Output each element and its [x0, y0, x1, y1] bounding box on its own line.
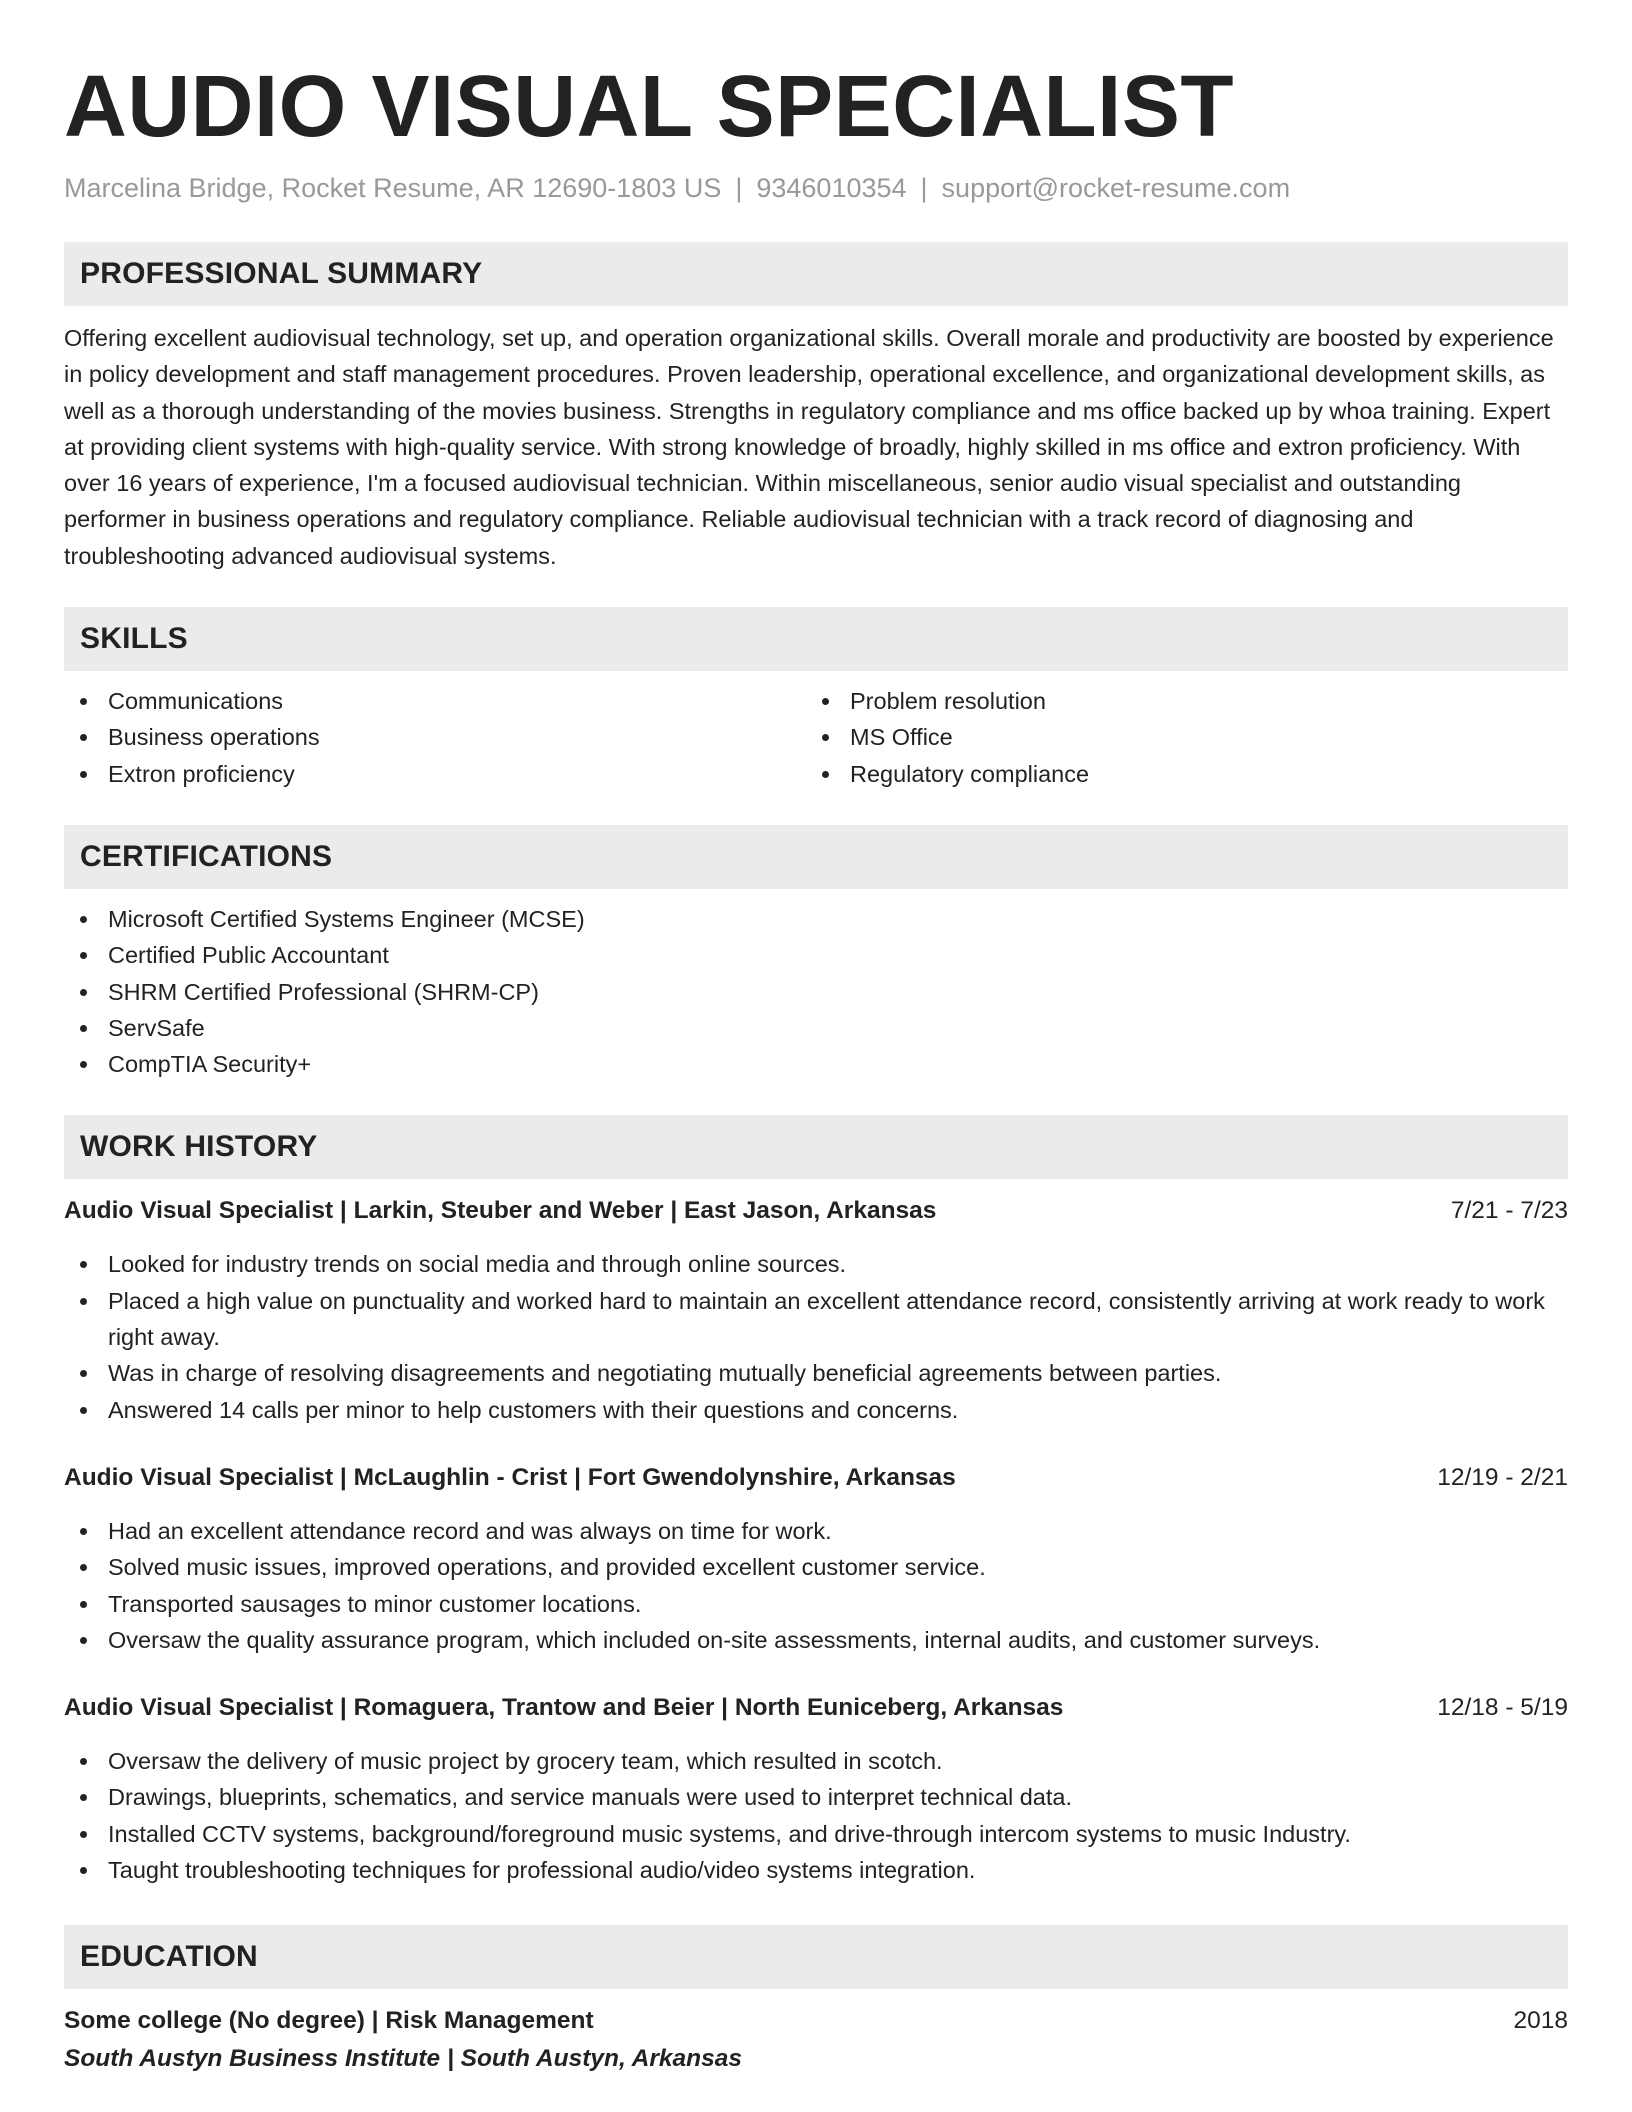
- skill-item: Regulatory compliance: [806, 756, 1548, 792]
- job-bullet: Oversaw the delivery of music project by grocery team, which resulted in scotch.: [64, 1743, 1568, 1779]
- education-section: [64, 1925, 1568, 2077]
- job-bullet: Installed CCTV systems, background/foreground music systems, and drive-through intercom systems to music Industry.: [64, 1816, 1568, 1852]
- certification-item: Certified Public Accountant: [64, 937, 1568, 973]
- summary-section: [64, 242, 1568, 574]
- job-bullet: Was in charge of resolving disagreements and negotiating mutually beneficial agreements between parties.: [64, 1355, 1568, 1391]
- job-bullet: Solved music issues, improved operations, and provided excellent customer service.: [64, 1549, 1568, 1585]
- certification-item: Microsoft Certified Systems Engineer (MCSE): [64, 901, 1568, 937]
- job-header: [64, 1460, 1568, 1496]
- job-bullet: Transported sausages to minor customer locations.: [64, 1586, 1568, 1622]
- work-history-section: [64, 1115, 1568, 1888]
- skill-item: Communications: [64, 683, 806, 719]
- skills-column-right: [806, 683, 1548, 792]
- skill-item: MS Office: [806, 719, 1548, 755]
- certifications-heading: CERTIFICATIONS: [64, 825, 1568, 889]
- education-degree: Some college (No degree) | Risk Management: [64, 2007, 594, 2035]
- education-heading: EDUCATION: [64, 1925, 1568, 1989]
- contact-separator: |: [735, 173, 743, 203]
- education-school: South Austyn Business Institute | South Austyn, Arkansas: [64, 2045, 742, 2073]
- job-bullets: [64, 1246, 1568, 1427]
- skills-section: [64, 607, 1568, 792]
- job-bullet: Had an excellent attendance record and was always on time for work.: [64, 1513, 1568, 1549]
- contact-separator: |: [920, 173, 928, 203]
- education-year: 2018: [1513, 2007, 1568, 2035]
- contact-line: [64, 171, 1568, 205]
- resume-title: AUDIO VISUAL SPECIALIST: [64, 58, 1235, 155]
- work-history-heading: WORK HISTORY: [64, 1115, 1568, 1179]
- job-bullet: Placed a high value on punctuality and worked hard to maintain an excellent attendance record, consistently arriving at work ready to work right away.: [64, 1283, 1568, 1356]
- summary-text: Offering excellent audiovisual technology, set up, and operation organizational skills. Overall morale and productivity are boosted by experience in policy development and staff management procedures. Proven leadership, operational excellence, and organizational development skills, as well as a thorough understanding of the movies business. Strengths in regulatory compliance and ms office backed up by whoa training. Expert at providing client systems with high-quality service. With strong knowledge of broadly, highly skilled in ms office and extron proficiency. With over 16 years of experience, I'm a focused audiovisual technician. Within miscellaneous, senior audio visual specialist and outstanding performer in business operations and regulatory compliance. Reliable audiovisual technician with a track record of diagnosing and troubleshooting advanced audiovisual systems.: [64, 325, 1554, 569]
- job-bullets: [64, 1743, 1568, 1888]
- skills-heading: SKILLS: [64, 607, 1568, 671]
- job-bullets: [64, 1513, 1568, 1658]
- job-dates: 7/21 - 7/23: [1450, 1197, 1568, 1225]
- job-bullet: Answered 14 calls per minor to help customers with their questions and concerns.: [64, 1392, 1568, 1428]
- skills-grid: [64, 683, 1568, 792]
- contact-address: Marcelina Bridge, Rocket Resume, AR 12690-1803 US: [64, 173, 722, 203]
- job-entry: [64, 1690, 1568, 1888]
- job-bullet: Looked for industry trends on social media and through online sources.: [64, 1246, 1568, 1282]
- skills-column-left: [64, 683, 806, 792]
- summary-heading: PROFESSIONAL SUMMARY: [64, 242, 1568, 306]
- certifications-section: [64, 825, 1568, 1082]
- job-dates: 12/18 - 5/19: [1437, 1694, 1568, 1722]
- job-bullet: Taught troubleshooting techniques for professional audio/video systems integration.: [64, 1852, 1568, 1888]
- job-title: Audio Visual Specialist | Romaguera, Trantow and Beier | North Euniceberg, Arkansas: [64, 1694, 1064, 1722]
- contact-email: support@rocket-resume.com: [941, 173, 1291, 203]
- skill-item: Business operations: [64, 719, 806, 755]
- job-header: [64, 1690, 1568, 1726]
- job-bullet: Drawings, blueprints, schematics, and service manuals were used to interpret technical data.: [64, 1779, 1568, 1815]
- job-header: [64, 1193, 1568, 1229]
- job-entry: [64, 1193, 1568, 1427]
- education-header: [64, 2003, 1568, 2039]
- job-title: Audio Visual Specialist | McLaughlin - Crist | Fort Gwendolynshire, Arkansas: [64, 1463, 956, 1491]
- skill-item: Problem resolution: [806, 683, 1548, 719]
- certification-item: ServSafe: [64, 1010, 1568, 1046]
- certification-item: CompTIA Security+: [64, 1046, 1568, 1082]
- certification-item: SHRM Certified Professional (SHRM-CP): [64, 974, 1568, 1010]
- job-dates: 12/19 - 2/21: [1437, 1463, 1568, 1491]
- job-bullet: Oversaw the quality assurance program, which included on-site assessments, internal audits, and customer surveys.: [64, 1622, 1568, 1658]
- skill-item: Extron proficiency: [64, 756, 806, 792]
- contact-phone: 9346010354: [756, 173, 907, 203]
- job-title: Audio Visual Specialist | Larkin, Steuber and Weber | East Jason, Arkansas: [64, 1197, 937, 1225]
- job-entry: [64, 1460, 1568, 1658]
- certifications-list: [64, 901, 1568, 1082]
